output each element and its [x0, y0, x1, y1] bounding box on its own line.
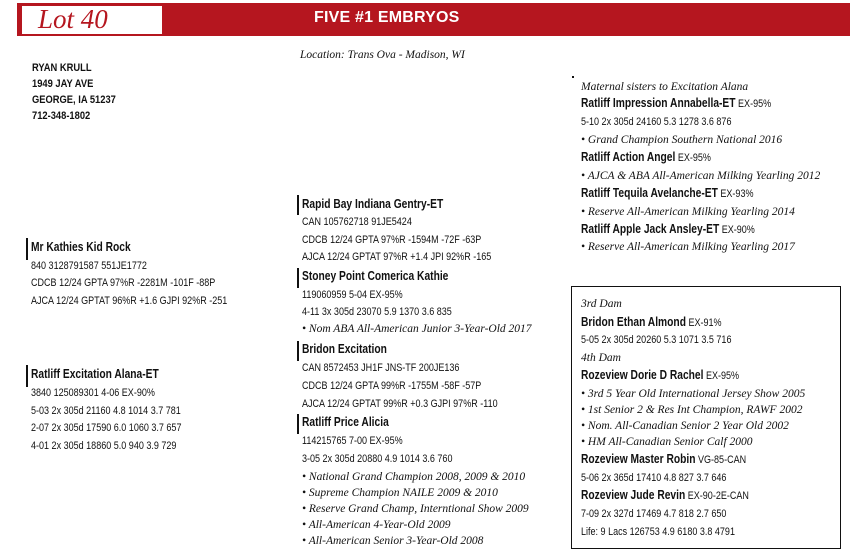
- revin-name: Rozeview Jude Revin: [581, 488, 686, 502]
- third-dam-title: [581, 315, 722, 330]
- sister-2-name: Ratliff Action Angel: [581, 150, 676, 164]
- consignor-name: RYAN KRULL: [32, 62, 92, 74]
- fourth-dam-note-3: • Nom. All-Canadian Senior 2 Year Old 2002: [581, 420, 789, 432]
- consignor-city: GEORGE, IA 51237: [32, 94, 116, 106]
- third-dam-name: Bridon Ethan Almond: [581, 315, 686, 329]
- dam-line-3: 2-07 2x 305d 17590 6.0 1060 3.7 657: [31, 422, 182, 434]
- third-dam-line: 5-05 2x 305d 20260 5.3 1071 3.5 716: [581, 334, 732, 346]
- sire-sire-line-1: CAN 105762718 91JE5424: [302, 216, 412, 228]
- revin-score: EX-90-2E-CAN: [685, 490, 749, 502]
- robin-score: VG-85-CAN: [695, 454, 747, 466]
- consignor-address: [32, 60, 116, 124]
- fourth-dam-name: Rozeview Dorie D Rachel: [581, 368, 704, 382]
- sister-3-title: [581, 186, 753, 201]
- dam-dam-line-2: 3-05 2x 305d 20880 4.9 1014 3.6 760: [302, 453, 453, 465]
- bracket-dam-dam: [297, 414, 299, 434]
- sire-dam-line-2: 4-11 3x 305d 23070 5.9 1370 3.6 835: [302, 306, 452, 318]
- dam-dam-note-2: • Supreme Champion NAILE 2009 & 2010: [302, 487, 498, 499]
- location: Location: Trans Ova - Madison, WI: [300, 49, 465, 61]
- sister-1-name: Ratliff Impression Annabella-ET: [581, 96, 736, 110]
- sire-dam-line-1: 119060959 5-04 EX-95%: [302, 289, 403, 301]
- sire-name: Mr Kathies Kid Rock: [31, 240, 131, 254]
- sister-1-line: 5-10 2x 305d 24160 5.3 1278 3.6 876: [581, 116, 732, 128]
- lot-title: FIVE #1 EMBRYOS: [314, 9, 460, 26]
- robin-line: 5-06 2x 365d 17410 4.8 827 3.7 646: [581, 472, 727, 484]
- sire-line-2: CDCB 12/24 GPTA 97%R -2281M -101F -88P: [31, 277, 216, 289]
- life-line: Life: 9 Lacs 126753 4.9 6180 3.8 4791: [581, 526, 735, 538]
- dam-dam-note-1: • National Grand Champion 2008, 2009 & 2010: [302, 471, 526, 483]
- dam-name: Ratliff Excitation Alana-ET: [31, 367, 159, 381]
- consignor-phone: 712-348-1802: [32, 110, 91, 122]
- third-dam-score: EX-91%: [685, 317, 722, 329]
- fourth-dam-note-2: • 1st Senior 2 & Res Int Champion, RAWF 2002: [581, 404, 803, 416]
- robin-name: Rozeview Master Robin: [581, 452, 696, 466]
- bracket-sisters-line: [572, 76, 574, 78]
- dam-dam-name: Ratliff Price Alicia: [302, 415, 389, 429]
- dam-line-4: 4-01 2x 305d 18860 5.0 940 3.9 729: [31, 440, 177, 452]
- bracket-dam-sire: [297, 341, 299, 361]
- sire-dam-note-1: • Nom ABA All-American Junior 3-Year-Old 2017: [302, 323, 532, 335]
- sister-3-note: • Reserve All-American Milking Yearling 2014: [581, 206, 795, 218]
- sister-3-name: Ratliff Tequila Avelanche-ET: [581, 186, 718, 200]
- fourth-dam-score: EX-95%: [703, 370, 740, 382]
- sisters-heading: Maternal sisters to Excitation Alana: [581, 81, 749, 93]
- sister-4-title: [581, 222, 755, 237]
- bracket-sire-sire: [297, 195, 299, 215]
- sister-1-title: [581, 96, 771, 111]
- sister-2-note: • AJCA & ABA All-American Milking Yearling 2012: [581, 170, 821, 182]
- lot-header: [0, 0, 854, 38]
- fourth-dam-heading: 4th Dam: [581, 352, 621, 364]
- sister-3-score: EX-93%: [717, 188, 754, 200]
- sire-sire-line-3: AJCA 12/24 GPTAT 97%R +1.4 JPI 92%R -165: [302, 251, 492, 263]
- sister-2-score: EX-95%: [675, 152, 711, 164]
- dam-sire-line-3: AJCA 12/24 GPTAT 99%R +0.3 GJPI 97%R -110: [302, 398, 498, 410]
- sister-2-title: [581, 150, 711, 165]
- dam-sire-line-1: CAN 8572453 JH1F JNS-TF 200JE136: [302, 362, 460, 374]
- dam-sire-name: Bridon Excitation: [302, 342, 387, 356]
- sire-line-1: 840 3128791587 551JE1772: [31, 260, 147, 272]
- fourth-dam-note-1: • 3rd 5 Year Old International Jersey Show 2005: [581, 388, 806, 400]
- consignor-street: 1949 JAY AVE: [32, 78, 94, 90]
- dam-line-2: 5-03 2x 305d 21160 4.8 1014 3.7 781: [31, 405, 181, 417]
- dam-dam-note-5: • All-American Senior 3-Year-Old 2008: [302, 535, 484, 547]
- bracket-dam: [26, 365, 28, 387]
- fourth-dam-title: [581, 368, 739, 383]
- sister-4-name: Ratliff Apple Jack Ansley-ET: [581, 222, 720, 236]
- third-dam-heading: 3rd Dam: [581, 298, 622, 310]
- sire-line-3: AJCA 12/24 GPTAT 96%R +1.6 GJPI 92%R -251: [31, 295, 228, 307]
- dam-sire-line-2: CDCB 12/24 GPTA 99%R -1755M -58F -57P: [302, 380, 482, 392]
- sire-sire-line-2: CDCB 12/24 GPTA 97%R -1594M -72F -63P: [302, 234, 482, 246]
- sister-4-score: EX-90%: [719, 224, 755, 236]
- dam-dam-line-1: 114215765 7-00 EX-95%: [302, 435, 403, 447]
- lot-number: Lot 40: [38, 4, 108, 34]
- sister-4-note: • Reserve All-American Milking Yearling 2017: [581, 241, 795, 253]
- revin-title: [581, 488, 749, 503]
- robin-title: [581, 452, 746, 467]
- dam-line-1: 3840 125089301 4-06 EX-90%: [31, 387, 155, 399]
- bracket-sire-dam: [297, 268, 299, 288]
- sister-1-score: EX-95%: [735, 98, 772, 110]
- sire-sire-name: Rapid Bay Indiana Gentry-ET: [302, 197, 444, 211]
- revin-line: 7-09 2x 327d 17469 4.7 818 2.7 650: [581, 508, 727, 520]
- sister-1-note: • Grand Champion Southern National 2016: [581, 134, 783, 146]
- fourth-dam-note-4: • HM All-Canadian Senior Calf 2000: [581, 436, 753, 448]
- dam-dam-note-3: • Reserve Grand Champ, Interntional Show 2009: [302, 503, 529, 515]
- bracket-sire: [26, 238, 28, 260]
- sire-dam-name: Stoney Point Comerica Kathie: [302, 269, 449, 283]
- dam-dam-note-4: • All-American 4-Year-Old 2009: [302, 519, 451, 531]
